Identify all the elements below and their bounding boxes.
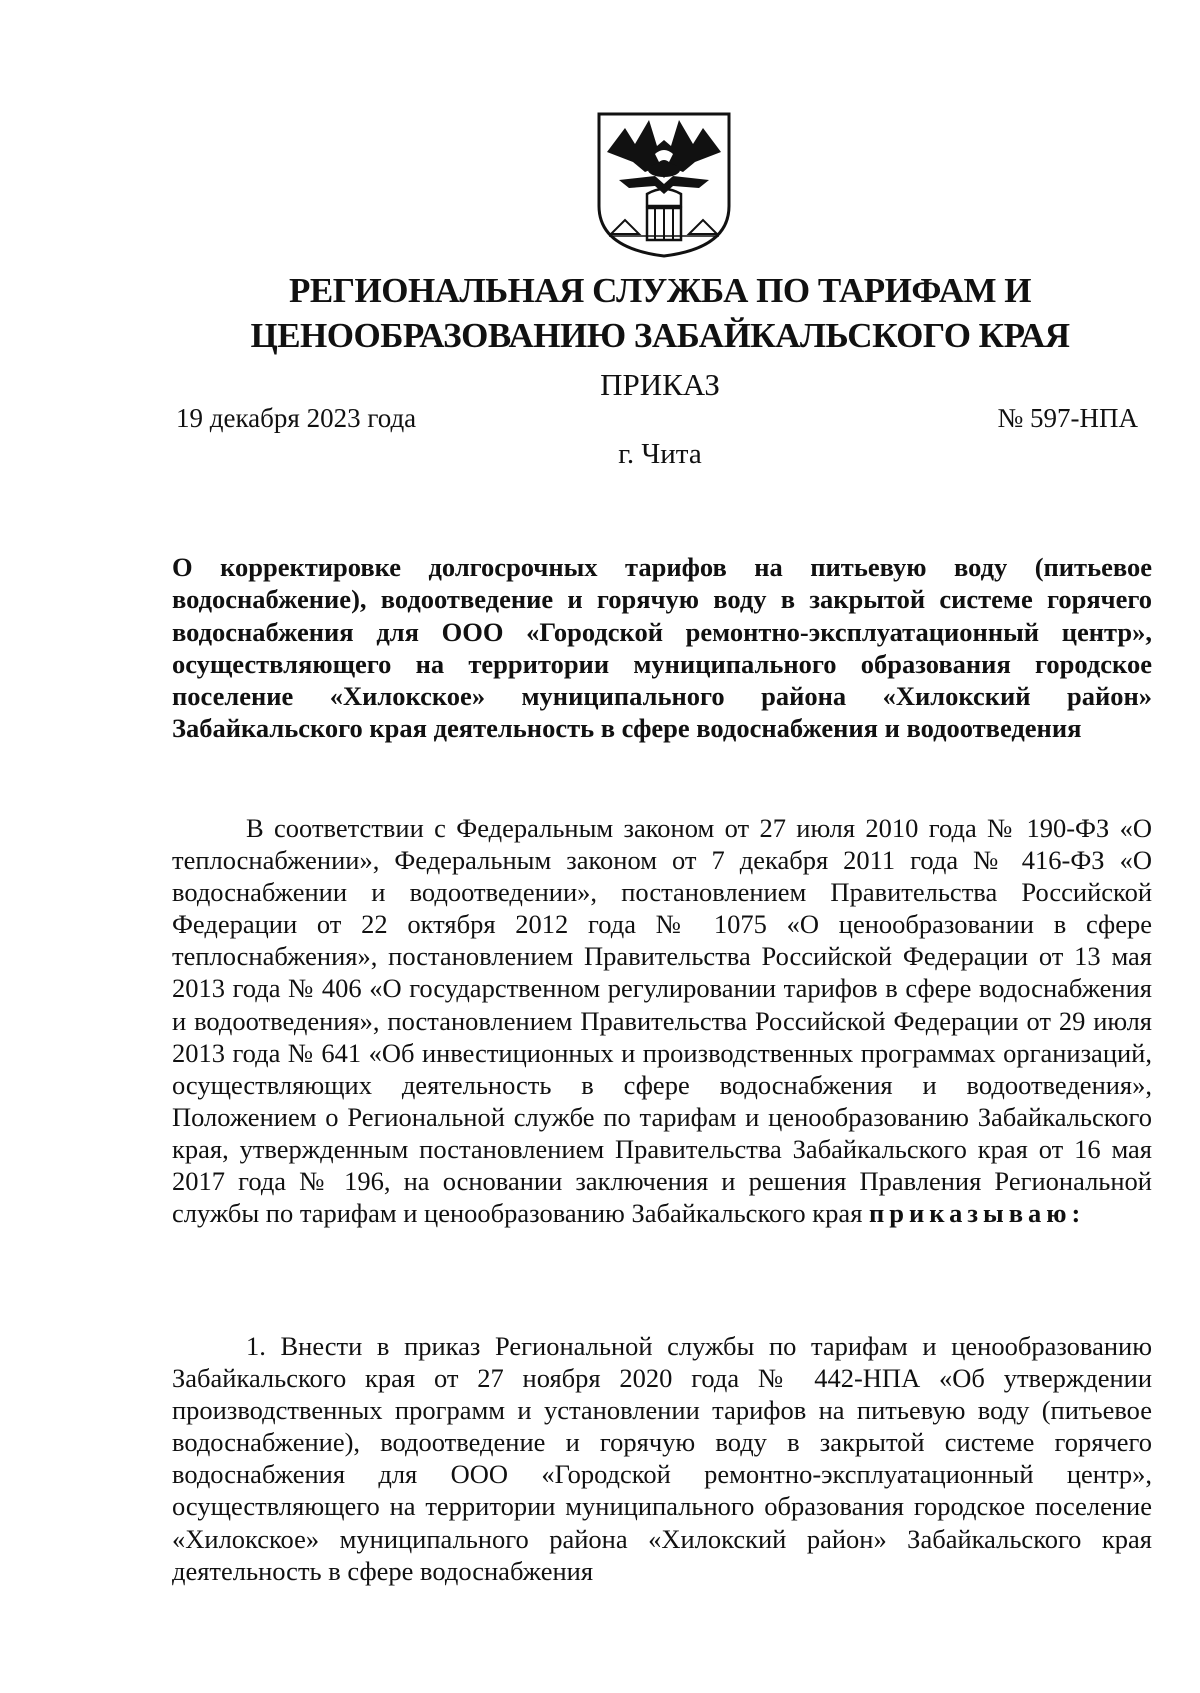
order-word: приказываю: <box>869 1198 1086 1229</box>
item-1-paragraph: 1. Внести в приказ Региональной службы по тарифам и ценообразованию Забайкальского края от 27 ноября 2020 года № 442-НПА «Об утверждении производственных программ и установлении тарифов на питьевую воду (питьевое водоснабжение), водоотведение и горячую воду в закрытой системе горячего водоснабжения для ООО «Городской ремонтно-эксплуатационный центр», осуществляющего на территории муниципального образования городское поселение «Хилокское» муниципального района «Хилокский район» Забайкальского края деятельность в сфере водоснабжения <box>172 1331 1152 1586</box>
document-type: ПРИКАЗ <box>600 367 720 402</box>
organization-title-line-2: ЦЕНООБРАЗОВАНИЮ ЗАБАЙКАЛЬСКОГО КРАЯ <box>250 316 1070 355</box>
document-number: № 597-НПА <box>997 403 1138 433</box>
organization-title <box>160 268 1160 358</box>
document-city: г. Чита <box>618 438 702 470</box>
organization-title-line-1: РЕГИОНАЛЬНАЯ СЛУЖБА ПО ТАРИФАМ И <box>289 271 1031 310</box>
preamble-text: В соответствии с Федеральным законом от 27 июля 2010 года № 190-ФЗ «О теплоснабжении», Федеральным законом от 7 декабря 2011 года № 416-ФЗ «О водоснабжении и водоотведении», постановлением Правительства Российской Федерации от 22 октября 2012 года № 1075 «О ценообразовании в сфере теплоснабжения», постановлением Правительства Российской Федерации от 13 мая 2013 года № 406 «О государственном регулировании тарифов в сфере водоснабжения и водоотведения», постановлением Правительства Российской Федерации от 29 июля 2013 года № 641 «Об инвестиционных и производственных программах организаций, осуществляющих деятельность в сфере водоснабжения и водоотведения», Положением о Региональной службе по тарифам и ценообразованию Забайкальского края, утвержденным постановлением Правительства Забайкальского края от 16 мая 2017 года № 196, на основании заключения и решения Правления Региональной службы по тарифам и ценообразованию Забайкальского края <box>172 813 1152 1229</box>
preamble-paragraph <box>172 812 1152 1229</box>
coat-of-arms-icon <box>595 110 733 258</box>
document-date: 19 декабря 2023 года <box>176 403 417 433</box>
document-subject: О корректировке долгосрочных тарифов на питьевую воду (питьевое водоснабжение), водоотведение и горячую воду в закрытой системе горячего водоснабжения для ООО «Городской ремонтно-эксплуатационный центр», осуществляющего на территории муниципального образования городское поселение «Хилокское» муниципального района «Хилокский район» Забайкальского края деятельность в сфере водоснабжения и водоотведения <box>172 552 1152 744</box>
